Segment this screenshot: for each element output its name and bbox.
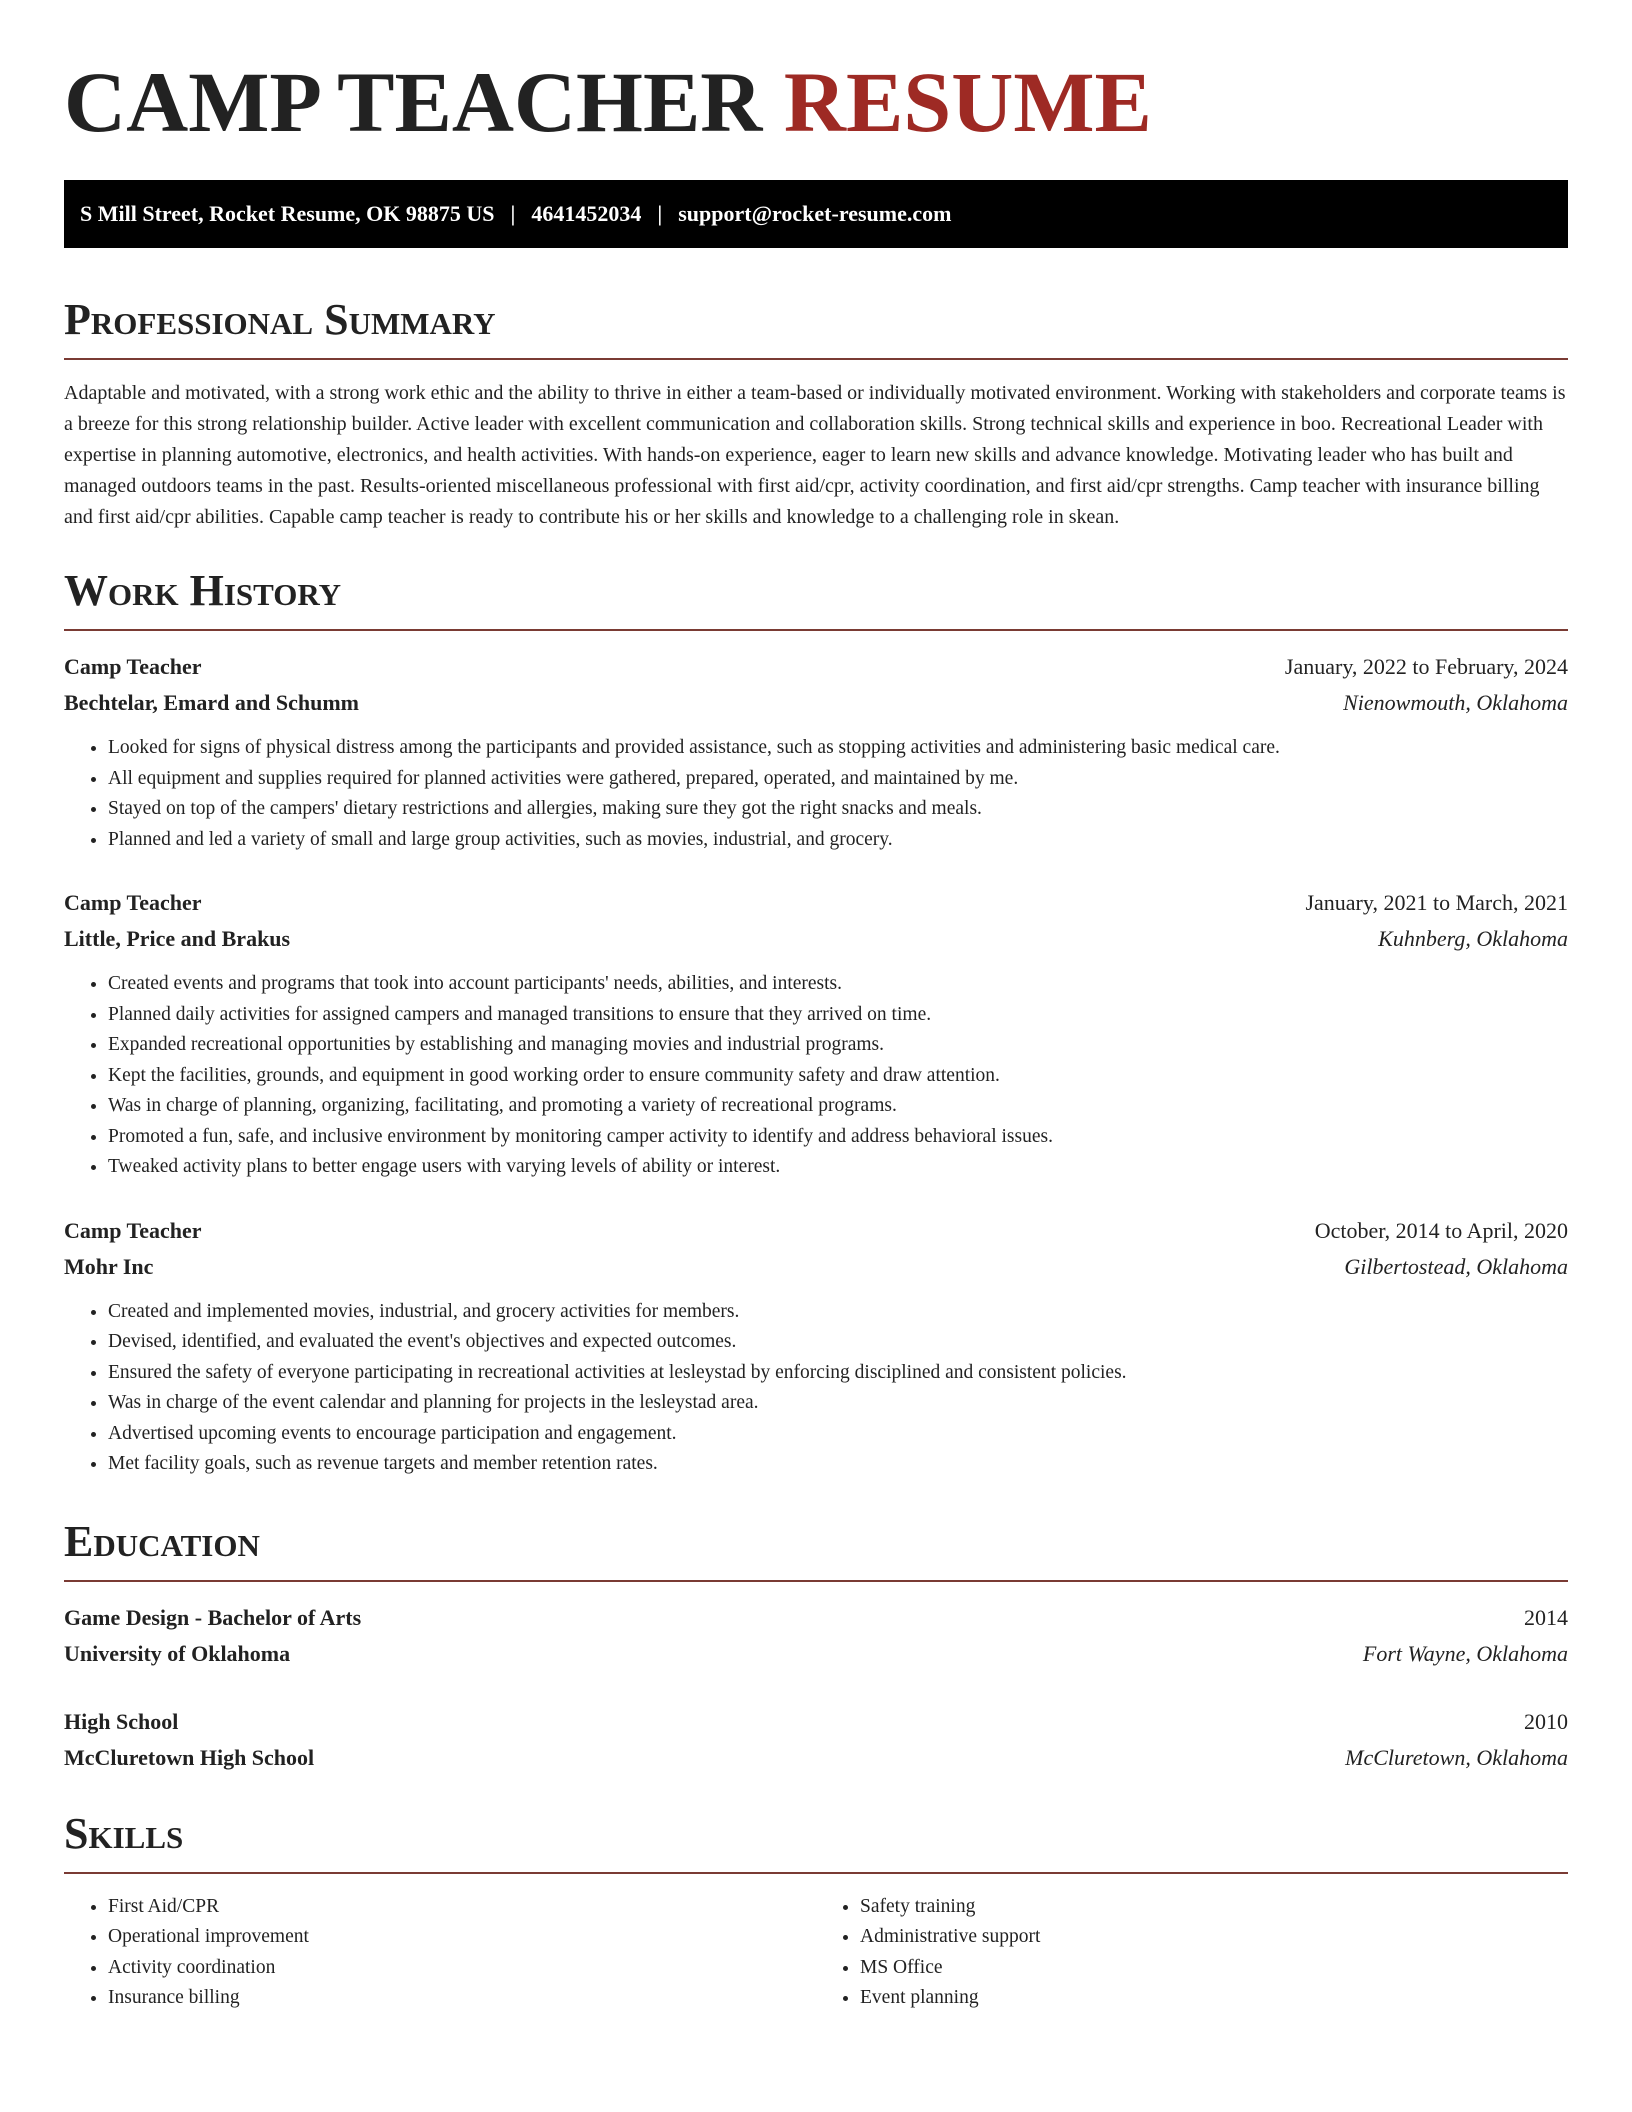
job-dates: October, 2014 to April, 2020 [1314, 1217, 1568, 1243]
contact-email[interactable]: support@rocket-resume.com [678, 201, 952, 226]
job-title: Camp Teacher [64, 654, 202, 679]
education-entry [64, 1600, 1568, 1672]
job-entry [64, 1213, 1568, 1480]
section-divider [64, 1872, 1568, 1874]
job-bullet: • Planned daily activities for assigned campers and managed transitions to ensure that they arrived on time. [108, 1000, 1568, 1031]
job-dates: January, 2021 to March, 2021 [1305, 890, 1568, 915]
skill-item: • First Aid/CPR [108, 1892, 816, 1923]
contact-address: S Mill Street, Rocket Resume, OK 98875 US [80, 201, 495, 226]
job-bullet: • Ensured the safety of everyone participating in recreational activities at lesleystad by enforcing disciplined and consistent policies. [108, 1358, 1568, 1389]
contact-phone: 4641452034 [531, 201, 642, 226]
education-school: University of Oklahoma [64, 1640, 291, 1666]
job-bullet: • Looked for signs of physical distress among the participants and provided assistance, such as stopping activities and administering basic medical care. [108, 733, 1568, 764]
section-heading: Skills [64, 1808, 184, 1858]
title-accent: RESUME [783, 54, 1152, 150]
section-heading: Professional Summary [64, 295, 496, 344]
job-bullet: • Stayed on top of the campers' dietary restrictions and allergies, making sure they got the right snacks and meals. [108, 794, 1568, 825]
work-history-section [64, 565, 1568, 1480]
job-entry [64, 885, 1568, 1183]
job-company-row [64, 685, 1568, 721]
job-bullet: • Kept the facilities, grounds, and equipment in good working order to ensure community safety and draw attention. [108, 1061, 1568, 1092]
job-company-row [64, 921, 1568, 957]
contact-separator: | [657, 201, 663, 226]
skills-column-left [64, 1892, 816, 2014]
education-year: 2014 [1524, 1604, 1568, 1630]
job-bullets [64, 1297, 1568, 1480]
job-bullet: • Tweaked activity plans to better engage users with varying levels of ability or interest. [108, 1152, 1568, 1183]
job-bullet: • Was in charge of planning, organizing, facilitating, and promoting a variety of recreational programs. [108, 1091, 1568, 1122]
job-company-row [64, 1249, 1568, 1285]
job-title: Camp Teacher [64, 1217, 202, 1243]
skill-item: • MS Office [860, 1953, 1568, 1984]
education-school: McCluretown High School [64, 1744, 315, 1770]
section-divider [64, 629, 1568, 631]
job-company: Bechtelar, Emard and Schumm [64, 690, 359, 715]
job-header-row [64, 1213, 1568, 1249]
skill-item: • Safety training [860, 1892, 1568, 1923]
education-degree: High School [64, 1708, 179, 1734]
section-heading: Work History [64, 566, 342, 615]
skill-item: • Event planning [860, 1983, 1568, 2014]
job-bullet: • Created and implemented movies, industrial, and grocery activities for members. [108, 1297, 1568, 1328]
job-location: Kuhnberg, Oklahoma [1378, 926, 1568, 951]
skill-item: • Insurance billing [108, 1983, 816, 2014]
job-bullet: • Devised, identified, and evaluated the event's objectives and expected outcomes. [108, 1327, 1568, 1358]
title-main: CAMP TEACHER [64, 54, 763, 150]
education-header-row [64, 1704, 1568, 1740]
job-bullet: • Was in charge of the event calendar and planning for projects in the lesleystad area. [108, 1388, 1568, 1419]
job-title: Camp Teacher [64, 890, 202, 915]
skill-item: • Administrative support [860, 1922, 1568, 1953]
job-header-row [64, 885, 1568, 921]
skill-item: • Operational improvement [108, 1922, 816, 1953]
job-entry [64, 649, 1568, 855]
job-bullet: • Planned and led a variety of small and large group activities, such as movies, industrial, and grocery. [108, 825, 1568, 856]
job-bullet: • Created events and programs that took into account participants' needs, abilities, and interests. [108, 969, 1568, 1000]
education-school-row [64, 1636, 1568, 1672]
job-bullet: • Expanded recreational opportunities by establishing and managing movies and industrial programs. [108, 1030, 1568, 1061]
education-year: 2010 [1524, 1708, 1568, 1734]
job-location: Nienowmouth, Oklahoma [1343, 690, 1568, 715]
skills-column-right [816, 1892, 1568, 2014]
resume-title [64, 52, 1568, 152]
contact-separator: | [510, 201, 516, 226]
job-location: Gilbertostead, Oklahoma [1344, 1253, 1568, 1279]
skills-list [816, 1892, 1568, 2014]
education-header-row [64, 1600, 1568, 1636]
education-school-row [64, 1740, 1568, 1776]
job-bullets [64, 733, 1568, 855]
contact-bar [64, 180, 1568, 248]
job-bullet: • Met facility goals, such as revenue targets and member retention rates. [108, 1449, 1568, 1480]
education-section [64, 1516, 1568, 1776]
education-degree: Game Design - Bachelor of Arts [64, 1604, 362, 1630]
job-company: Mohr Inc [64, 1253, 154, 1279]
education-location: Fort Wayne, Oklahoma [1362, 1640, 1568, 1666]
summary-text: Adaptable and motivated, with a strong work ethic and the ability to thrive in either a team-based or individually motivated environment. Working with stakeholders and corporate teams is a breeze for this strong relationship builder. Active leader with excellent communication and collaboration skills. Strong technical skills and experience in boo. Recreational Leader with expertise in planning automotive, electronics, and health activities. With hands-on experience, eager to learn new skills and advance knowledge. Motivating leader who has built and managed outdoors teams in the past. Results-oriented miscellaneous professional with first aid/cpr, activity coordination, and first aid/cpr strengths. Camp teacher with insurance billing and first aid/cpr abilities. Capable camp teacher is ready to contribute his or her skills and knowledge to a challenging role in skean. [64, 382, 1566, 528]
skills-grid [64, 1892, 1568, 2014]
skills-section [64, 1808, 1568, 2014]
job-bullet: • Advertised upcoming events to encourage participation and engagement. [108, 1419, 1568, 1450]
skills-list [64, 1892, 816, 2014]
skill-item: • Activity coordination [108, 1953, 816, 1984]
section-divider [64, 358, 1568, 360]
job-header-row [64, 649, 1568, 685]
job-dates: January, 2022 to February, 2024 [1284, 654, 1568, 679]
section-divider [64, 1580, 1568, 1582]
professional-summary-section [64, 294, 1568, 533]
job-company: Little, Price and Brakus [64, 926, 291, 951]
job-bullet: • All equipment and supplies required for planned activities were gathered, prepared, operated, and maintained by me. [108, 764, 1568, 795]
education-entry [64, 1704, 1568, 1776]
section-heading: Education [64, 1516, 260, 1566]
job-bullet: • Promoted a fun, safe, and inclusive environment by monitoring camper activity to identify and address behavioral issues. [108, 1122, 1568, 1153]
education-location: McCluretown, Oklahoma [1345, 1744, 1568, 1770]
job-bullets [64, 969, 1568, 1183]
